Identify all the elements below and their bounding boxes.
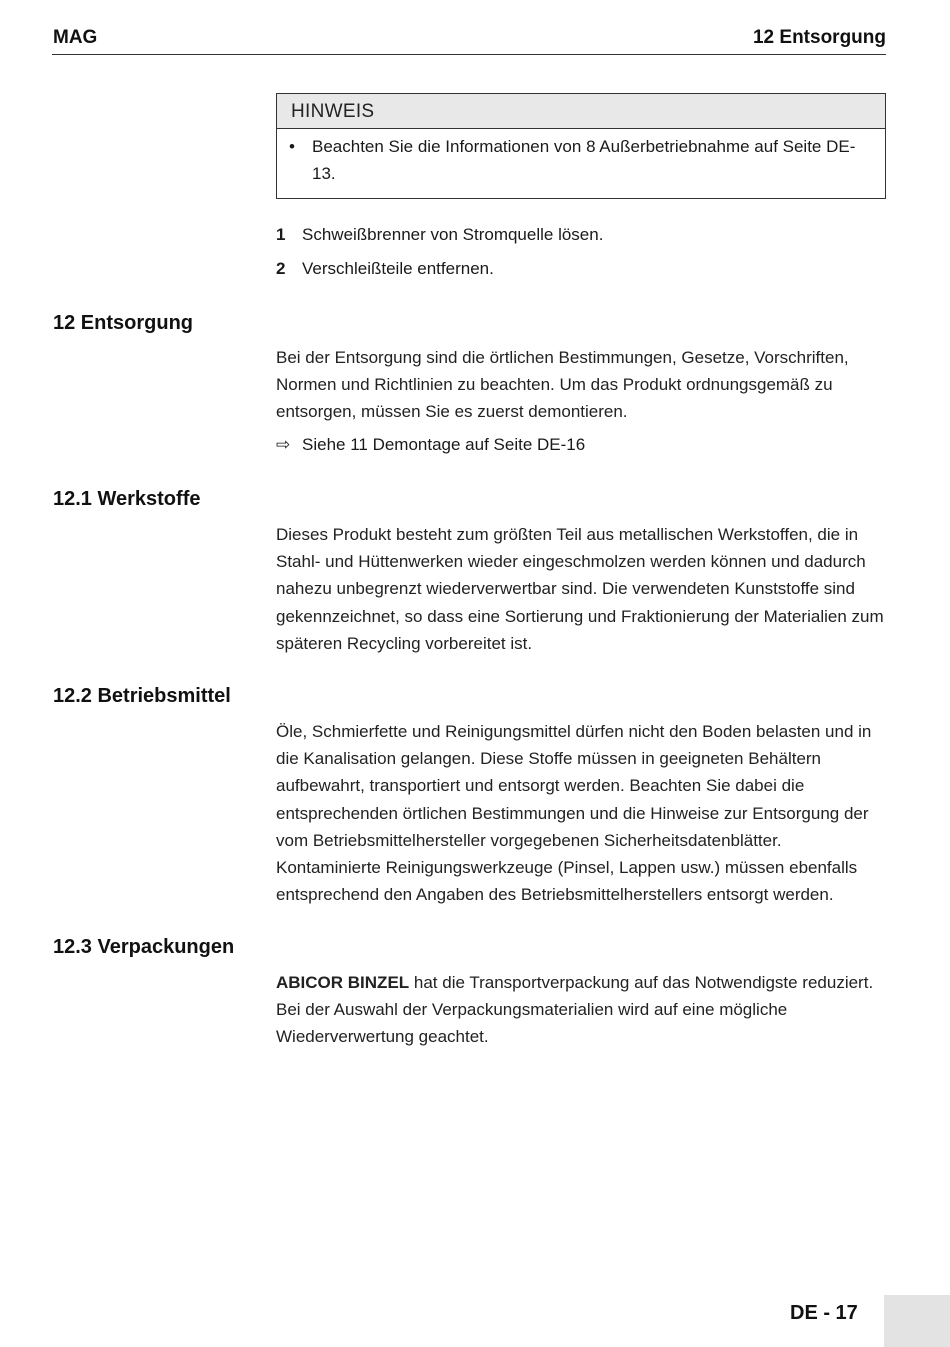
section-text-verpackungen-body: hat die Transportverpackung auf das Notwendigste reduziert. Bei der Auswahl der Verpackungsmaterialien wird auf eine mögliche Wiederverwertung geachtet. — [276, 973, 874, 1047]
section-title-verpackungen: 12.3 Verpackungen — [53, 936, 235, 958]
cross-reference-link[interactable] — [276, 433, 585, 457]
bullet-icon: • — [289, 137, 295, 156]
page-number: DE - 17 — [790, 1302, 858, 1324]
header-product: MAG — [53, 27, 98, 48]
section-text-werkstoffe: Dieses Produkt besteht zum größten Teil aus metallischen Werkstoffen, die in Stahl- und Hüttenwerken wieder eingeschmolzen werden können und dadurch nahezu unbegrenzt wiederverwertbar sind. Die verwendeten Kunststoffe sind gekennzeichnet, so dass eine Sortierung und Fraktionierung der Materialien zum späteren Recycling vorbereitet ist. — [276, 525, 884, 653]
step-text: Schweißbrenner von Stromquelle lösen. — [302, 225, 604, 244]
header-divider — [52, 54, 886, 55]
step-number: 2 — [276, 259, 286, 278]
section-text-verpackungen — [276, 969, 888, 1051]
section-title-werkstoffe: 12.1 Werkstoffe — [53, 488, 201, 510]
section-text-entsorgung: Bei der Entsorgung sind die örtlichen Bestimmungen, Gesetze, Vorschriften, Normen und Richtlinien zu beachten. Um das Produkt ordnungsgemäß zu entsorgen, müssen Sie es zuerst demontieren. — [276, 348, 849, 422]
arrow-right-icon: ⇨ — [276, 435, 291, 454]
notice-text: Beachten Sie die Informationen von 8 Außerbetriebnahme auf Seite DE-13. — [312, 137, 856, 183]
section-title-entsorgung: 12 Entsorgung — [53, 312, 194, 334]
step-number: 1 — [276, 225, 286, 244]
notice-box — [276, 93, 886, 199]
brand-name: ABICOR BINZEL — [276, 973, 410, 992]
cross-reference-text: Siehe 11 Demontage auf Seite DE-16 — [302, 435, 586, 454]
section-text-betriebsmittel: Öle, Schmierfette und Reinigungsmittel dürfen nicht den Boden belasten und in die Kanalisation gelangen. Diese Stoffe müssen in geeigneten Behältern aufbewahrt, transportiert und entsorgt werden. Beachten Sie dabei die entsprechenden örtlichen Bestimmungen und die Hinweise zur Entsorgung der vom Betriebsmittelhersteller vorgegebenen Sicherheitsdatenblätter. Kontaminierte Reinigungswerkzeuge (Pinsel, Lappen usw.) müssen ebenfalls entsprechend den Angaben des Betriebsmittelherstellers entsorgt werden. — [276, 722, 872, 905]
section-title-betriebsmittel: 12.2 Betriebsmittel — [53, 685, 231, 707]
page-edge-tab — [884, 1295, 950, 1347]
notice-title: HINWEIS — [277, 94, 885, 129]
header-chapter: 12 Entsorgung — [752, 27, 886, 48]
notice-body — [277, 129, 885, 198]
step-text: Verschleißteile entfernen. — [302, 259, 494, 278]
